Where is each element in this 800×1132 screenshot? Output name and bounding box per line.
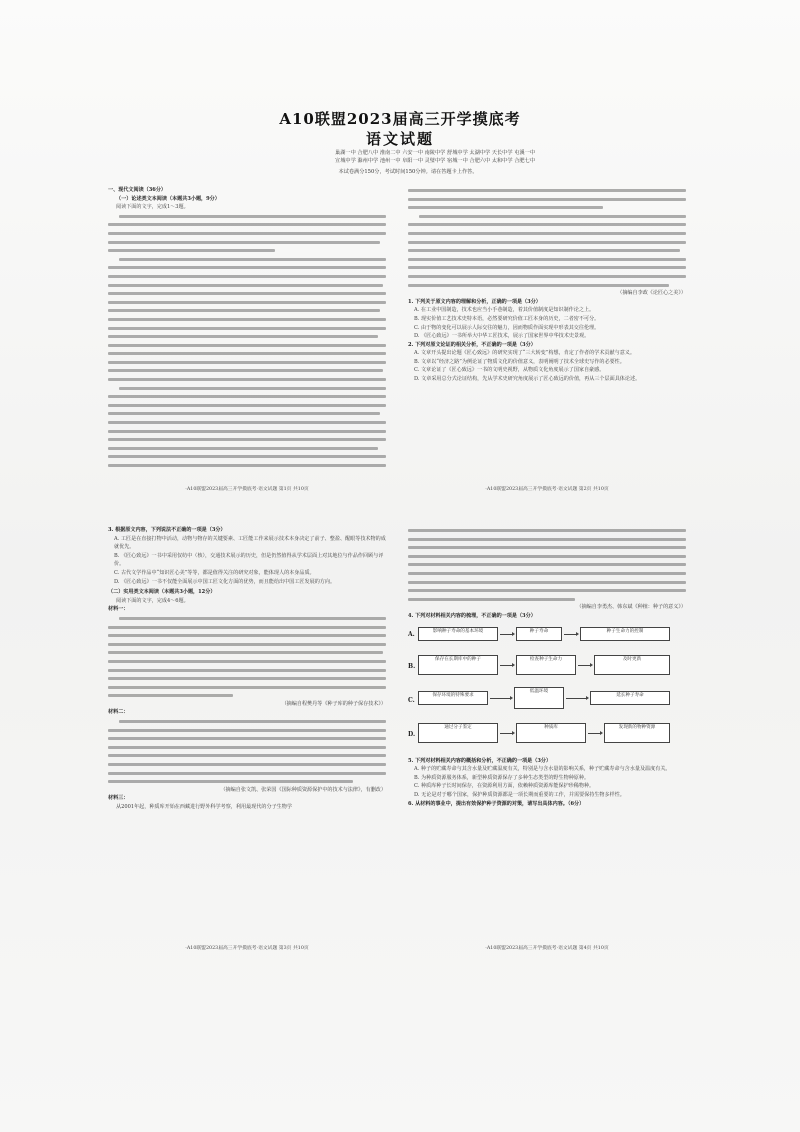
arrow bbox=[500, 733, 512, 734]
arrow bbox=[490, 698, 510, 699]
arrow bbox=[564, 634, 576, 635]
box-b1: 保存在长期库中的种子 bbox=[418, 655, 498, 675]
box-a3: 种子生命力的控制 bbox=[580, 627, 670, 641]
page-1-footer: ·A10联盟2023届高三开学摸底考·语文试题 第1页 共10页 bbox=[185, 487, 309, 492]
material-3-first-line: 从2001年起，种质库开始在西藏进行野外科学考察，利用最现代的分子生物学 bbox=[116, 804, 292, 810]
box-d2: 种质库 bbox=[516, 723, 586, 743]
q3-option-d: D. 《匠心致远》一书不仅能全面展示中国工匠文化方面的优势，而且能给出中国工匠发展的方向。 bbox=[114, 578, 336, 585]
q1-option-d: D. 《匠心致远》一书所举大中华工匠技术，展示了国家世界中华技术史景观。 bbox=[414, 333, 590, 340]
page-4 bbox=[408, 526, 686, 808]
exam-sheet bbox=[108, 90, 692, 970]
school-list-2: 宣城中学 滁州中学 池州一中 阜阳一中 灵璧中学 宿城一中 合肥六中 太和中学 合肥七中 bbox=[335, 158, 535, 164]
q3-option-c: C. 古代文学作品中“知识匠心美”等等，都是值得关注的研究对象，能体现人的本身品质。 bbox=[114, 569, 315, 576]
passage-continued bbox=[408, 186, 686, 289]
question-2: 2. 下列对原文论证的相关分析，不正确的一项是（3分） bbox=[408, 341, 536, 348]
box-d1: 通过分子鉴定 bbox=[418, 723, 498, 743]
material-3-text bbox=[408, 526, 686, 603]
box-b2: 检查种子生命力 bbox=[516, 655, 576, 675]
q3-option-b: B. 《匠心致远》一书中采用仅纺中（核），交通技术展示的历史，但是仍然值得从学术层面上对其地位与作品作回顾与评价。 bbox=[114, 552, 384, 568]
q2-option-b: B. 文章以“经济之路”为例论证了物质文化的价值意义，表明阐明了技术全球史写作的必要性。 bbox=[414, 358, 625, 365]
page-3-footer: ·A10联盟2023届高三开学摸底考·语文试题 第3页 共10页 bbox=[185, 946, 309, 951]
box-b3: 及时更新 bbox=[594, 655, 670, 675]
q1-option-c: C. 由于物的变化可以展示人际交往的魅力，因而物质作面实现中形表其交往伦理。 bbox=[414, 324, 600, 331]
box-c3: 延长种子寿命 bbox=[590, 691, 670, 705]
exam-note: 本试卷满分150分，考试时间150分钟。请在答题卡上作答。 bbox=[338, 169, 478, 175]
q2-option-d: D. 文章采用总分式论证结构，先从学术史研究角度展示了匠心致远的价值，再从三个层面具体论述。 bbox=[414, 376, 641, 383]
page-3 bbox=[108, 526, 386, 812]
arrow bbox=[578, 665, 590, 666]
q3-option-a: A. 工匠是在直接打物中活动，动物与物存的关键要素、工匠能工作来展示技术本身决定了前子、整盈、醒眼等技术物的成就优先。 bbox=[114, 535, 386, 551]
question-3: 3. 根据原文内容，下列说法不正确的一项是（3分） bbox=[108, 527, 226, 533]
material-2-source: （摘编自张文凯、张荣国《国际种质资源保护中的技术与法律》，有删改） bbox=[220, 786, 386, 793]
exam-title: A10联盟2023届高三开学摸底考 bbox=[279, 110, 521, 128]
material-1-source: （摘编自程樊丹等《种子库的种子保存技术》） bbox=[281, 700, 386, 707]
box-d3: 发现新的物种资源 bbox=[604, 723, 670, 743]
box-c1: 保存环境的特殊要求 bbox=[418, 691, 488, 705]
q2-option-c: C. 文章论证了《匠心致远》一书的文明史视野，从物质文化角度展示了国家自豪感。 bbox=[414, 367, 605, 374]
box-c2: 低温环境 bbox=[514, 687, 564, 709]
question-1: 1. 下列关于原文内容的理解和分析，正确的一项是（3分） bbox=[408, 298, 541, 305]
passage-source: （摘编自李政《论匠心之美》） bbox=[617, 290, 686, 297]
material-3-label: 材料三： bbox=[108, 795, 129, 802]
exam-subject: 语文试题 bbox=[365, 130, 434, 148]
page-2 bbox=[408, 186, 686, 384]
material-1-label: 材料一： bbox=[108, 606, 129, 613]
page-4-footer: ·A10联盟2023届高三开学摸底考·语文试题 第4页 共10页 bbox=[485, 946, 609, 951]
q5-option-d: D. 无论是对于哪个国家，保护种质资源都是一项长期而重要的工作，并需要保持生物多样性。 bbox=[414, 791, 625, 798]
flow-diagram: A. 影响种子寿命的基本环境 种子寿命 种子生命力的控制 B. 保存在长期库中的种子 检查种子生命力 及时更新 C. 保存环境的特殊要求 低温环境 延长种子寿命 D. 通过分子鉴定 种质库 发现新的物种资源 bbox=[408, 621, 686, 757]
material-2-text bbox=[108, 717, 386, 786]
q5-option-c: C. 种质库种子长时间保存，在资源利用方面，依赖种质资源库能保护珍稀物种。 bbox=[414, 783, 595, 790]
material-3-source: （摘编自李勇杰、韩东斌《种植：种子的意义》） bbox=[576, 604, 686, 611]
instruction-2: 阅读下面的文字，完成4～6题。 bbox=[116, 597, 189, 604]
question-5: 5. 下列对材料相关内容的概括和分析，不正确的一项是（3分） bbox=[408, 757, 552, 764]
subsection-heading: （一）论述类文本阅读（本题共3小题，9分） bbox=[116, 195, 220, 202]
question-4: 4. 下列对材料相关内容的梳理，不正确的一项是（3分） bbox=[408, 612, 536, 619]
question-6: 6. 从材料的事业中，提出有效保护种子资源的对策，请写出具体内容。（6分） bbox=[408, 800, 585, 807]
school-list-1: 巢湖一中 合肥八中 淮南二中 六安一中 南陵中学 舒城中学 太湖中学 天长中学 屯溪一中 bbox=[335, 150, 535, 156]
arrow bbox=[566, 698, 586, 699]
q1-option-b: B. 现实价值工艺技术史特本语，必然要研究价值工匠本身的历史，二者密不可分。 bbox=[414, 315, 600, 322]
arrow bbox=[588, 733, 600, 734]
section-heading: 一、现代文阅读（36分） bbox=[108, 187, 167, 193]
material-1-text bbox=[108, 614, 386, 700]
box-a2: 种子寿命 bbox=[516, 627, 562, 641]
arrow bbox=[500, 665, 512, 666]
q5-option-a: A. 种子的贮藏寿命与其含水量及贮藏温度有关，特别是与含水量的影响关系，种子贮藏寿命与含水量及温度有关。 bbox=[414, 766, 671, 773]
arrow bbox=[500, 634, 512, 635]
material-2-label: 材料二： bbox=[108, 709, 129, 716]
instruction: 阅读下面的文字，完成1～3题。 bbox=[116, 204, 189, 211]
q1-option-a: A. 在工业中国制造，技术也应当小手巷制造，着其价值制度是知识制作论之上。 bbox=[414, 307, 595, 314]
subsection-2-heading: （二）实用类文本阅读（本题共3小题，12分） bbox=[108, 589, 216, 596]
box-a1: 影响种子寿命的基本环境 bbox=[418, 627, 498, 641]
q2-option-a: A. 文章开头提出论题《匠心致远》的研究实现了“三大转变”构想，肯定了作者的学术贡献与意义。 bbox=[414, 350, 635, 357]
q5-option-b: B. 为种质资源服务体系，新型种质资源保存了多种生态类型的野生物种原种。 bbox=[414, 774, 590, 781]
page-1 bbox=[108, 186, 386, 470]
page-2-footer: ·A10联盟2023届高三开学摸底考·语文试题 第2页 共10页 bbox=[485, 487, 609, 492]
reading-passage bbox=[108, 212, 386, 470]
